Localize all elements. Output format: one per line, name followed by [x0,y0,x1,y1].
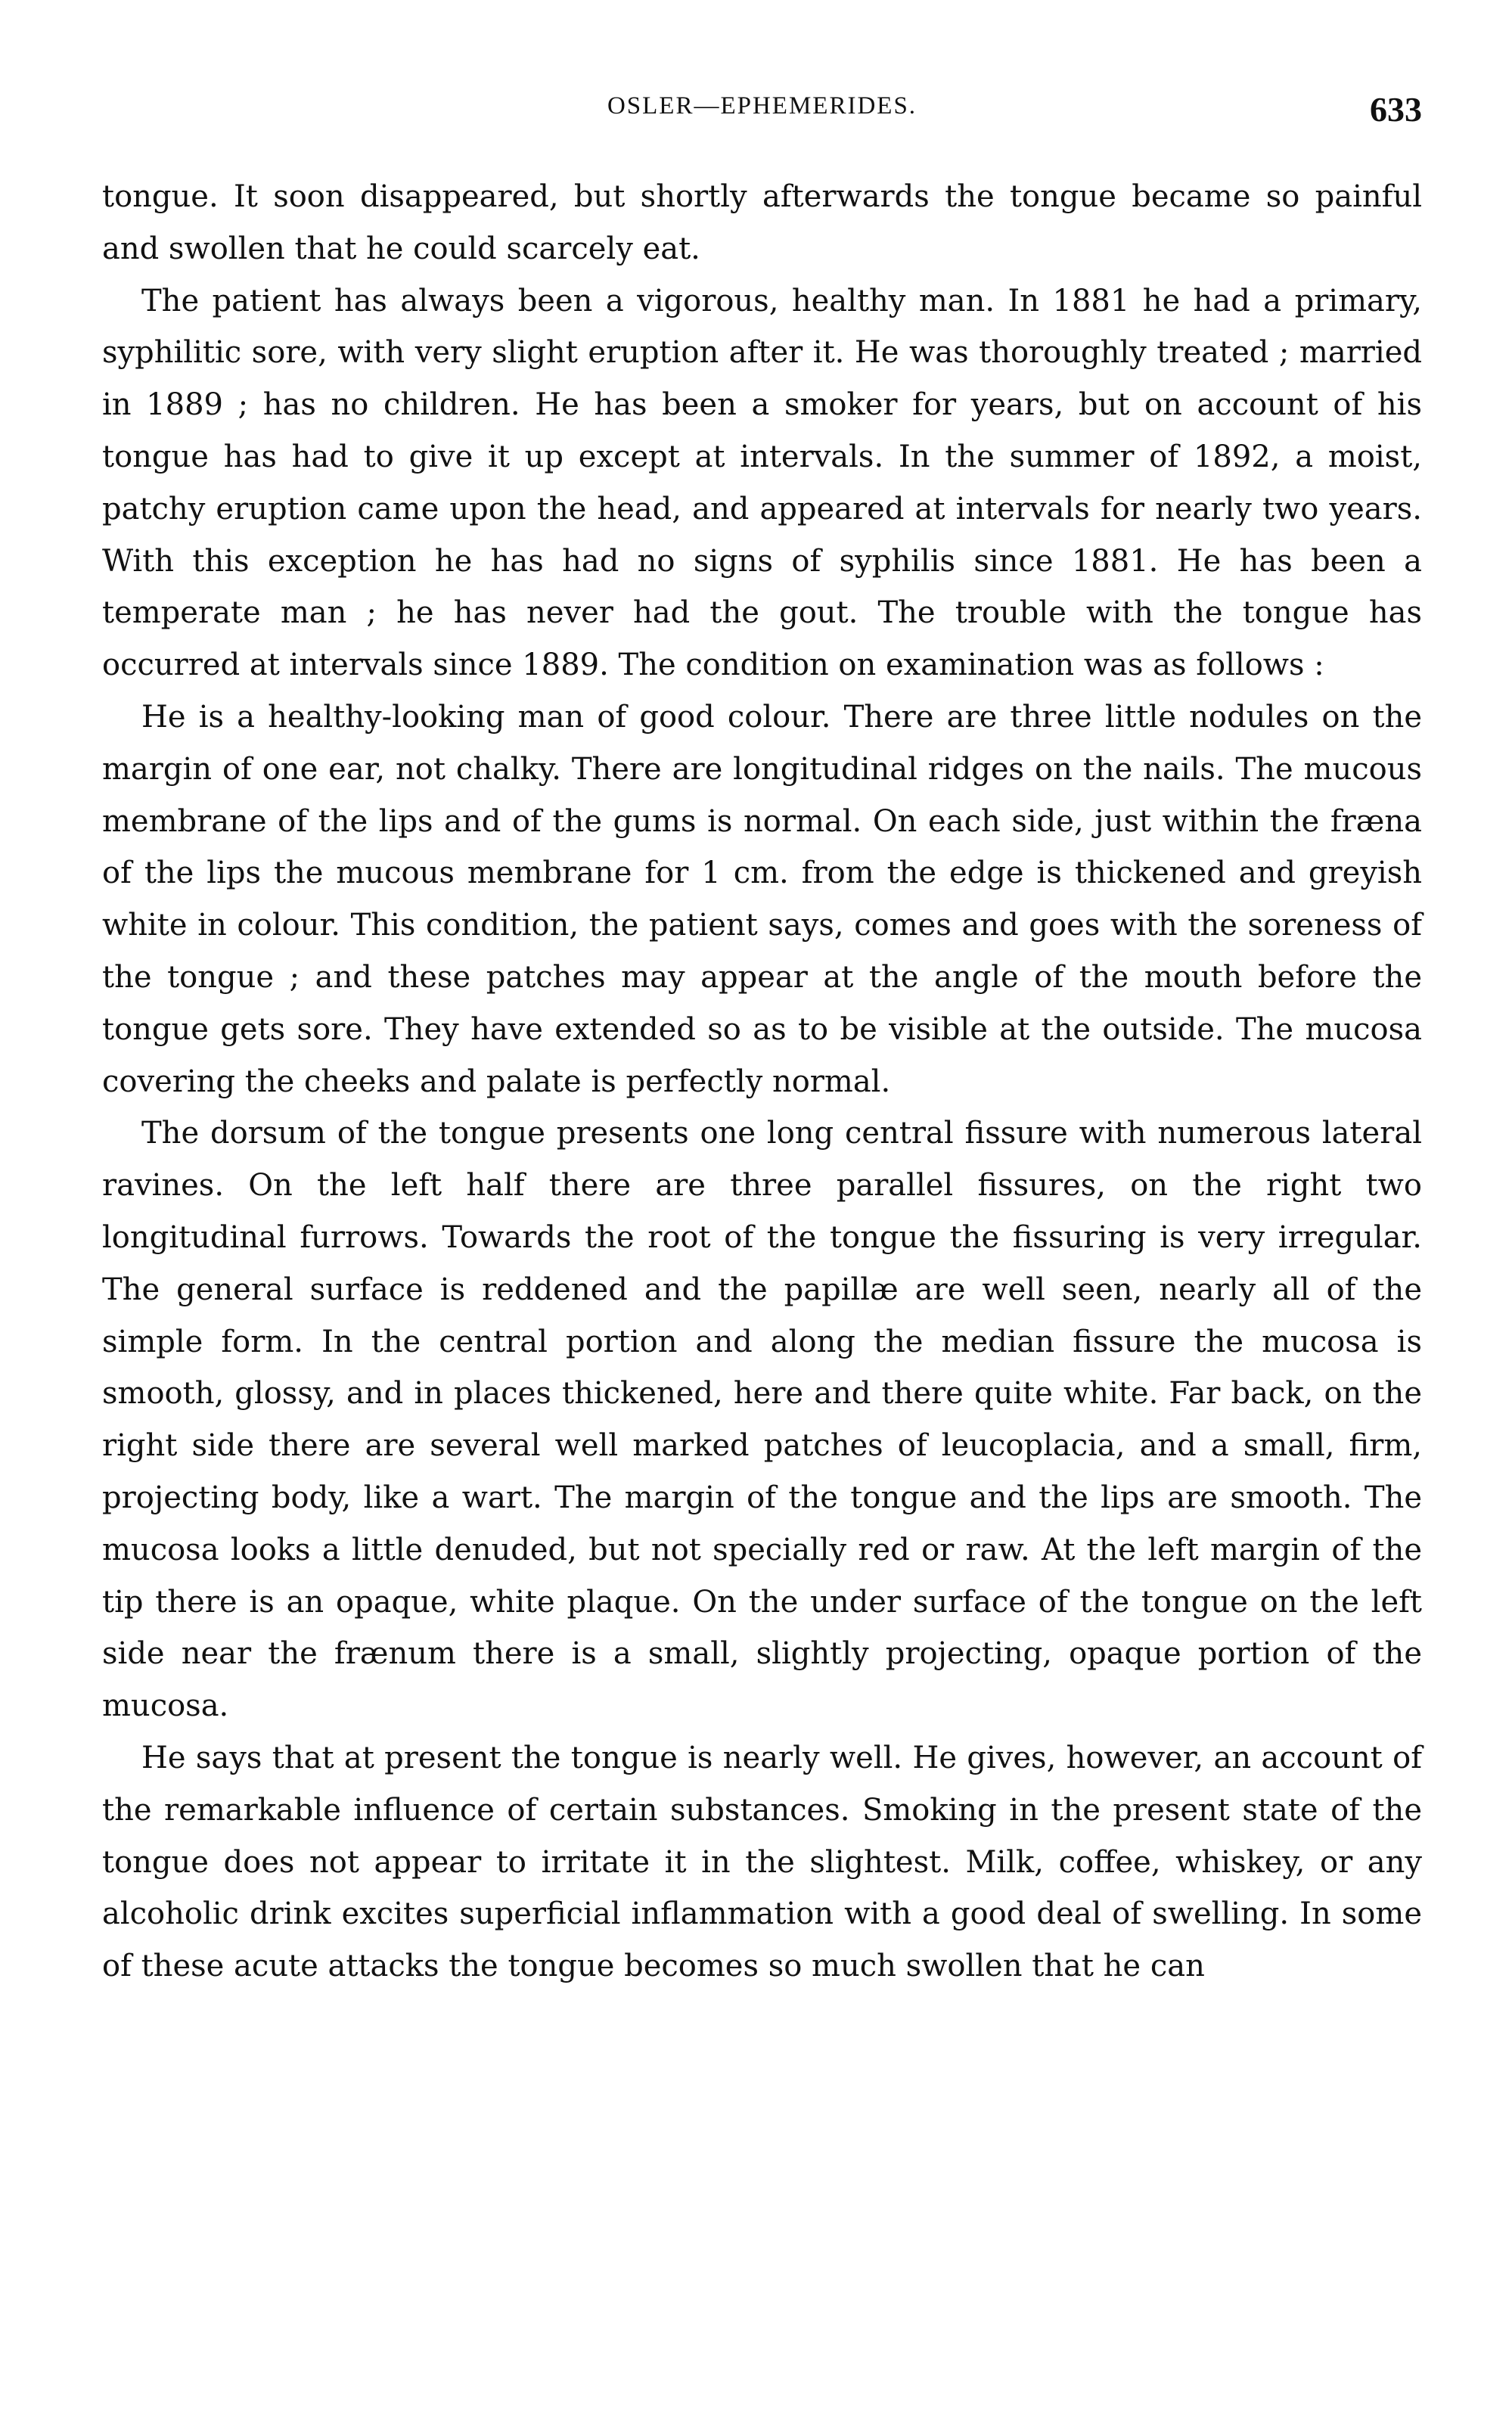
running-header [102,89,1422,138]
page-number: 633 [1370,90,1422,129]
paragraph-substances: He says that at present the tongue is nearly well. He gives, however, an account of the remarkable influence of certain substances. Smoking in the present state of the tongue does not appear to irritate it in the slightest. Milk, coffee, whiskey, or any alcoholic drink excites superficial inflammation with a good deal of swelling. In some of these acute attacks the tongue becomes so much swollen that he can [102,1740,1422,1984]
paragraph-tongue-exam: The dorsum of the tongue presents one long central fissure with numerous lateral ravines. On the left half there are three parallel fissures, on the right two longitudinal furrows. Towards the root of the tongue the fissuring is very irregular. The general surface is reddened and the papillæ are well seen, nearly all of the simple form. In the central portion and along the median fissure the mucosa is smooth, glossy, and in places thickened, here and there quite white. Far back, on the right side there are several well marked patches of leucoplacia, and a small, firm, projecting body, like a wart. The margin of the tongue and the lips are smooth. The mucosa looks a little denuded, but not specially red or raw. At the left margin of the tip there is an opaque, white plaque. On the under surface of the tongue on the left side near the frænum there is a small, slightly projecting, opaque portion of the mucosa. [102,1116,1422,1724]
paragraph-patient-history: The patient has always been a vigorous, healthy man. In 1881 he had a primary, syphilitic sore, with very slight eruption after it. He was thoroughly treated ; married in 1889 ; has no children. He has been a smoker for years, but on account of his tongue has had to give it up except at intervals. In the summer of 1892, a moist, patchy eruption came upon the head, and appeared at intervals for nearly two years. With this exception he has had no signs of syphilis since 1881. He has been a temperate man ; he has never had the gout. The trouble with the tongue has occurred at intervals since 1889. The condition on examination was as follows : [102,283,1422,683]
paragraph-continued: tongue. It soon disappeared, but shortly afterwards the tongue became so painful and swollen that he could scarcely eat. [102,179,1422,266]
paragraph-general-exam: He is a healthy-looking man of good colour. There are three little nodules on the margin of one ear, not chalky. There are longitudinal ridges on the nails. The mucous membrane of the lips and of the gums is normal. On each side, just within the fræna of the lips the mucous membrane for 1 cm. from the edge is thickened and greyish white in colour. This condition, the patient says, comes and goes with the soreness of the tongue ; and these patches may appear at the angle of the mouth before the tongue gets sore. They have extended so as to be visible at the outside. The mucosa covering the cheeks and palate is perfectly normal. [102,699,1422,1099]
running-title: OSLER—EPHEMERIDES. [607,92,917,120]
body-text [102,171,1422,1993]
